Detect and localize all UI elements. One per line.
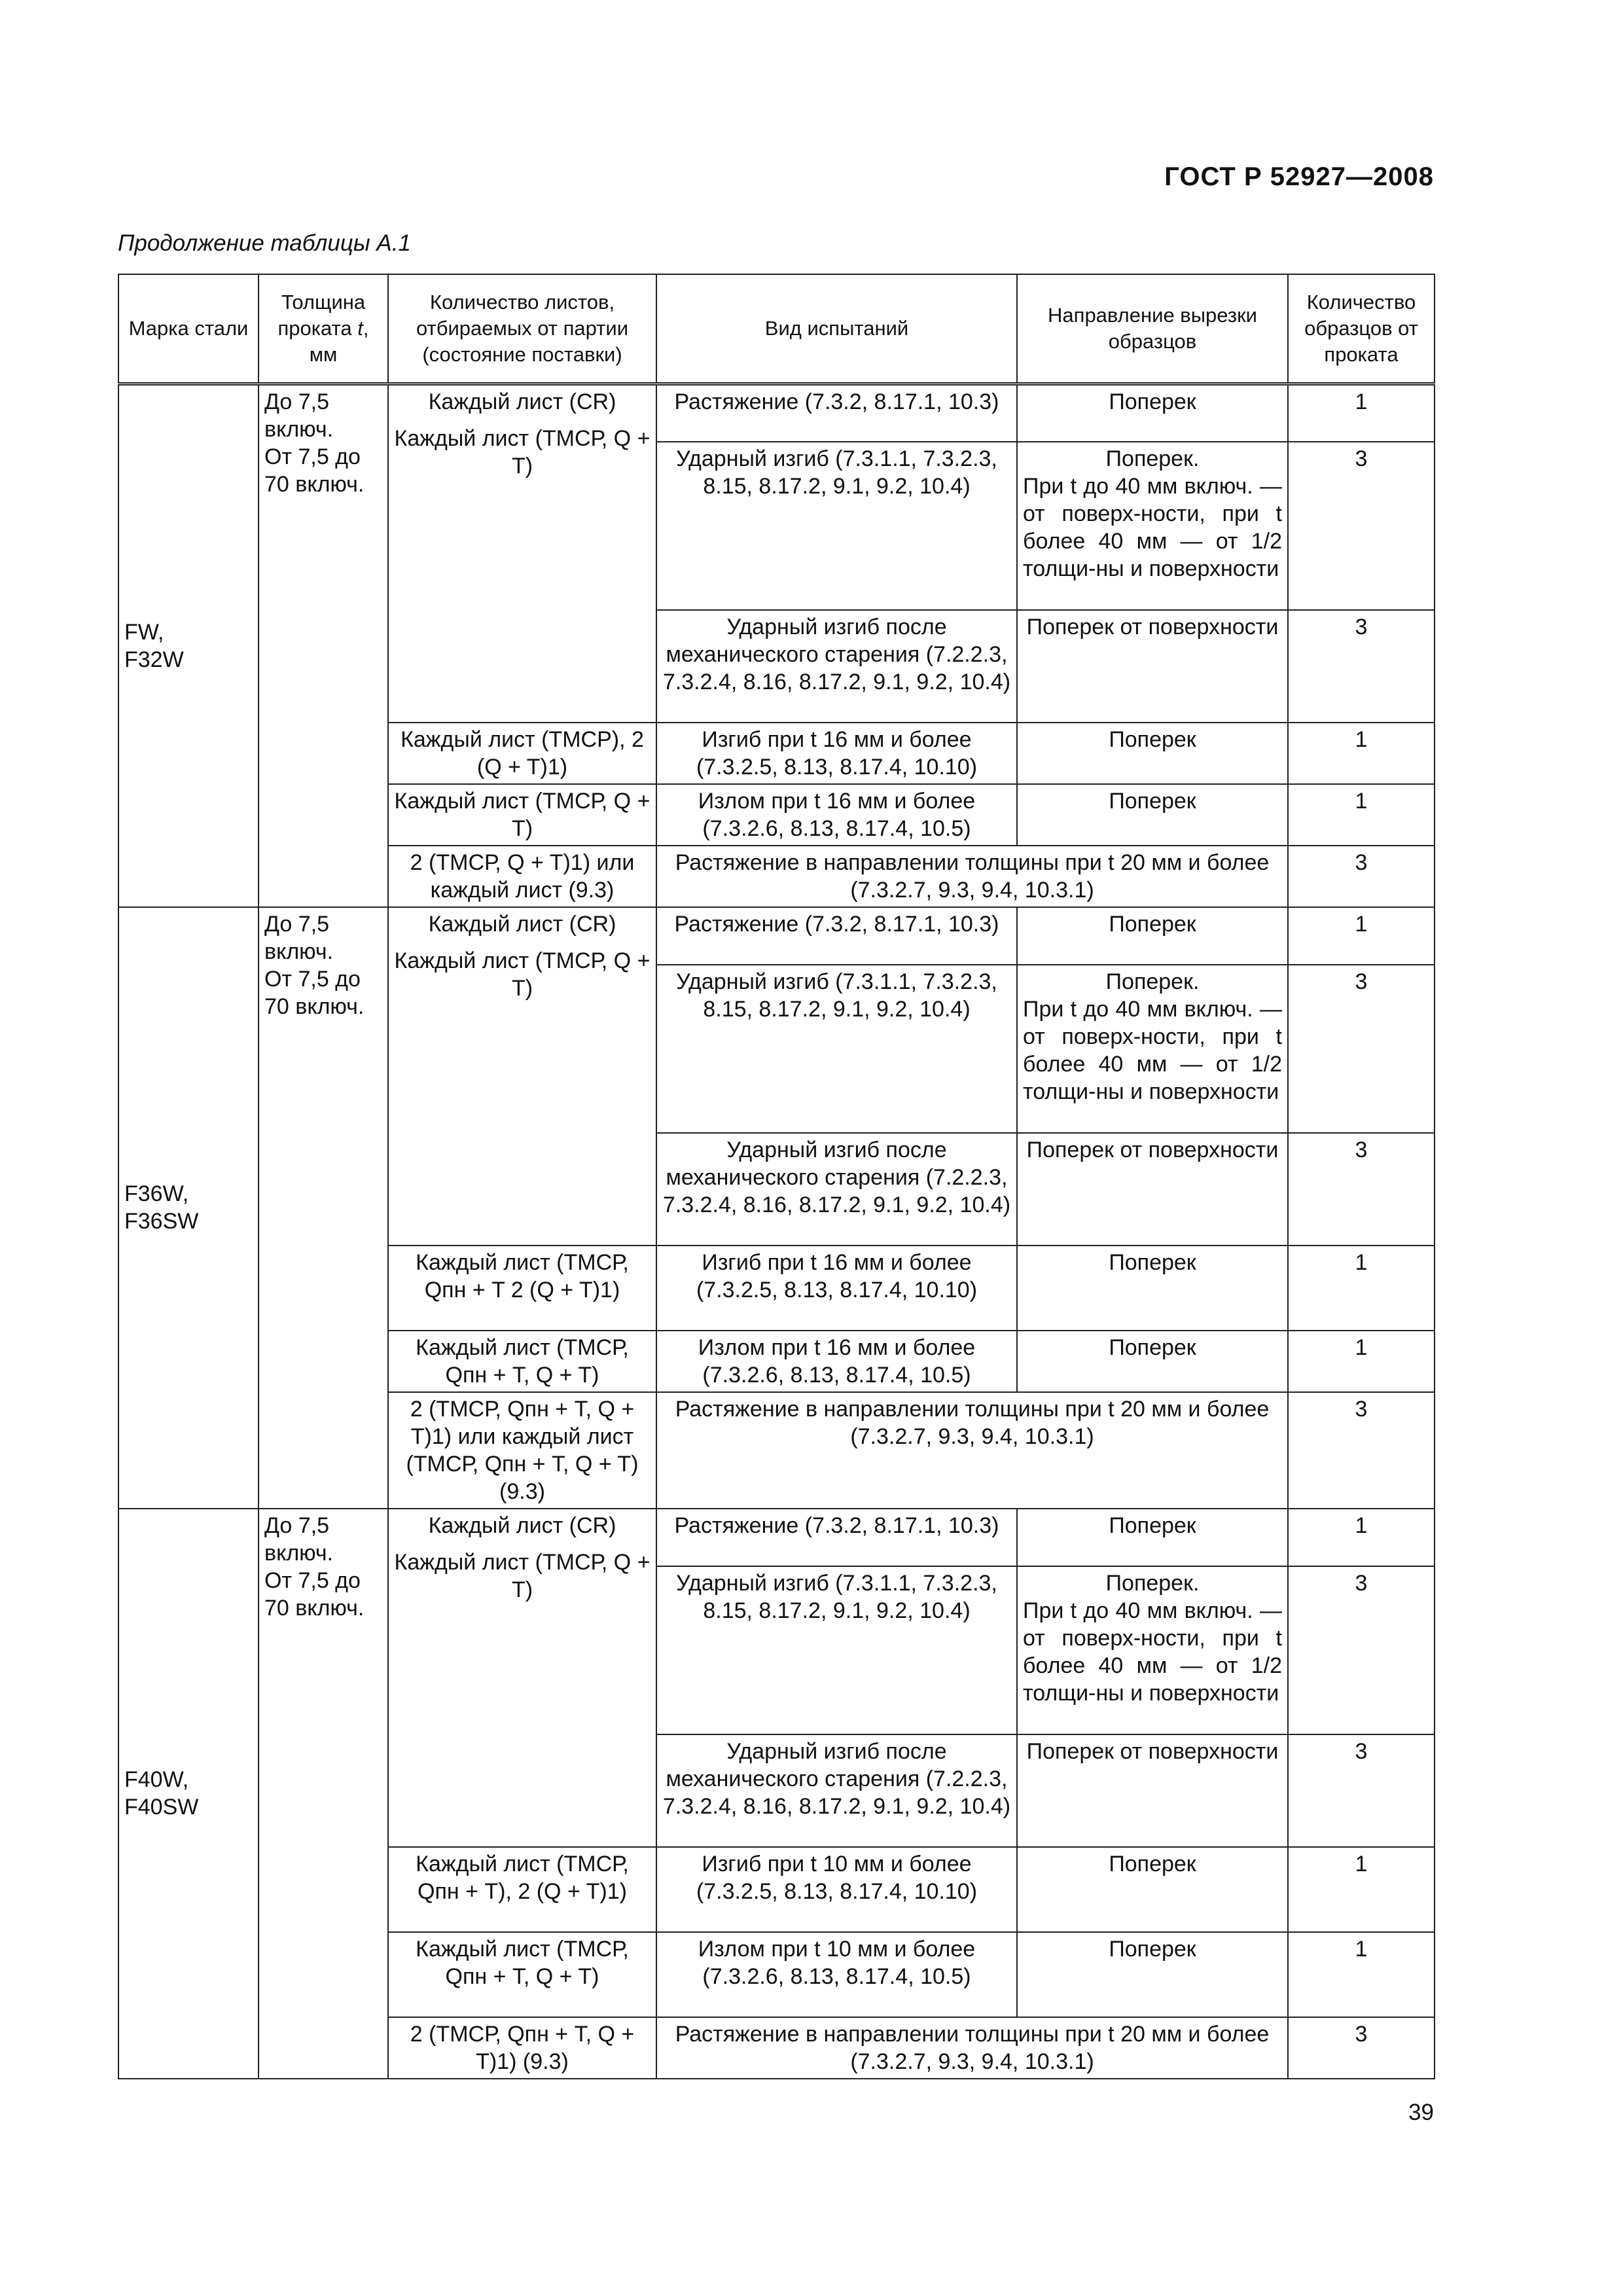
page-number: 39 <box>1408 2100 1434 2125</box>
direction-impact-note: При t до 40 мм включ. — от поверх-ности, при t более 40 мм — от 1/2 толщи-ны и поверхности <box>1023 1598 1282 1706</box>
count-through-thickness: 3 <box>1288 2017 1435 2079</box>
test-fracture: Излом при t 10 мм и более (7.3.2.6, 8.13, 8.17.4, 10.5) <box>656 1932 1017 2017</box>
test-tension: Растяжение (7.3.2, 8.17.1, 10.3) <box>656 1509 1017 1566</box>
direction-tension: Поперек <box>1017 907 1288 965</box>
thickness-from: От 7,5 до 70 включ. <box>264 1568 365 1621</box>
count-fracture: 1 <box>1288 1932 1435 2017</box>
table-row <box>118 1246 1435 1331</box>
thickness-from: От 7,5 до 70 включ. <box>264 444 365 497</box>
sheet-bend: Каждый лист (ТМСР, Qпн + T), 2 (Q + T)1) <box>388 1847 656 1932</box>
count-fracture: 1 <box>1288 784 1435 846</box>
sheet-selection <box>388 907 656 1246</box>
thickness-range <box>259 907 388 1246</box>
count-tension: 1 <box>1288 1509 1435 1566</box>
test-aged-impact: Ударный изгиб после механического старения (7.2.2.3, 7.3.2.4, 8.16, 8.17.2, 9.1, 9.2, 10.4) <box>656 1133 1017 1246</box>
count-tension: 1 <box>1288 384 1435 442</box>
test-bend: Изгиб при t 16 мм и более (7.3.2.5, 8.13, 8.17.4, 10.10) <box>656 723 1017 784</box>
direction-impact-title: Поперек. <box>1105 446 1200 471</box>
direction-fracture: Поперек <box>1017 1932 1288 2017</box>
direction-impact-title: Поперек. <box>1105 1570 1200 1596</box>
sheet-fracture: Каждый лист (ТМСР, Qпн + T, Q + T) <box>388 1331 656 1392</box>
test-tension: Растяжение (7.3.2, 8.17.1, 10.3) <box>656 907 1017 965</box>
test-impact: Ударный изгиб (7.3.1.1, 7.3.2.3, 8.15, 8.17.2, 9.1, 9.2, 10.4) <box>656 965 1017 1133</box>
direction-fracture: Поперек <box>1017 1331 1288 1392</box>
count-bend: 1 <box>1288 1246 1435 1331</box>
count-impact: 3 <box>1288 965 1435 1133</box>
test-bend: Изгиб при t 10 мм и более (7.3.2.5, 8.13, 8.17.4, 10.10) <box>656 1847 1017 1932</box>
count-fracture: 1 <box>1288 1331 1435 1392</box>
sheet-cr: Каждый лист (CR) <box>428 911 616 937</box>
table-continuation-caption: Продолжение таблицы А.1 <box>118 230 411 256</box>
direction-tension: Поперек <box>1017 384 1288 442</box>
table-row <box>118 723 1435 784</box>
test-bend: Изгиб при t 16 мм и более (7.3.2.5, 8.13, 8.17.4, 10.10) <box>656 1246 1017 1331</box>
test-tension: Растяжение (7.3.2, 8.17.1, 10.3) <box>656 384 1017 442</box>
test-impact: Ударный изгиб (7.3.1.1, 7.3.2.3, 8.15, 8.17.2, 9.1, 9.2, 10.4) <box>656 1566 1017 1734</box>
thickness-from: От 7,5 до 70 включ. <box>264 966 365 1019</box>
col-direction: Направление вырезки образцов <box>1017 274 1288 384</box>
thickness-upto: До 7,5 включ. <box>264 389 334 442</box>
direction-impact <box>1017 965 1288 1133</box>
col-thickness: Толщина проката t, мм <box>259 274 388 384</box>
table-body <box>118 384 1435 2079</box>
col-sample-count: Количество образцов от проката <box>1288 274 1435 384</box>
sheet-tmcp: Каждый лист (ТМСР, Q + T) <box>394 948 651 1001</box>
sheet-cr: Каждый лист (CR) <box>428 1513 616 1538</box>
direction-aged-impact: Поперек от поверхности <box>1017 610 1288 723</box>
sheet-through-thickness: 2 (ТМСР, Q + T)1) или каждый лист (9.3) <box>388 846 656 907</box>
direction-impact-note: При t до 40 мм включ. — от поверх-ности, при t более 40 мм — от 1/2 толщи-ны и поверхности <box>1023 473 1282 581</box>
document-standard-number: ГОСТ Р 52927—2008 <box>1164 162 1434 191</box>
test-fracture: Излом при t 16 мм и более (7.3.2.6, 8.13, 8.17.4, 10.5) <box>656 784 1017 846</box>
count-through-thickness: 3 <box>1288 1392 1435 1509</box>
test-through-thickness: Растяжение в направлении толщины при t 20 мм и более (7.3.2.7, 9.3, 9.4, 10.3.1) <box>656 846 1288 907</box>
col-sheets: Количество листов, отбираемых от партии (состояние поставки) <box>388 274 656 384</box>
steel-test-table <box>118 274 1435 2079</box>
table-header-row <box>118 274 1435 384</box>
direction-bend: Поперек <box>1017 1847 1288 1932</box>
bend-test-thickness <box>259 1246 388 1509</box>
test-through-thickness: Растяжение в направлении толщины при t 20 мм и более (7.3.2.7, 9.3, 9.4, 10.3.1) <box>656 1392 1288 1509</box>
sheet-bend: Каждый лист (ТМСР), 2 (Q + T)1) <box>388 723 656 784</box>
sheet-fracture: Каждый лист (ТМСР, Qпн + T, Q + T) <box>388 1932 656 2017</box>
thickness-upto: До 7,5 включ. <box>264 911 334 964</box>
count-bend: 1 <box>1288 1847 1435 1932</box>
count-impact: 3 <box>1288 442 1435 610</box>
direction-fracture: Поперек <box>1017 784 1288 846</box>
sheet-selection <box>388 1509 656 1847</box>
direction-impact <box>1017 1566 1288 1734</box>
steel-grade: F36W, F36SW <box>118 907 259 1509</box>
thickness-upto: До 7,5 включ. <box>264 1513 334 1566</box>
bend-test-thickness <box>259 1847 388 2079</box>
count-tension: 1 <box>1288 907 1435 965</box>
test-aged-impact: Ударный изгиб после механического старения (7.2.2.3, 7.3.2.4, 8.16, 8.17.2, 9.1, 9.2, 10.4) <box>656 1734 1017 1847</box>
sheet-tmcp: Каждый лист (ТМСР, Q + T) <box>394 1549 651 1602</box>
bend-test-thickness <box>259 723 388 907</box>
col-test-type: Вид испытаний <box>656 274 1017 384</box>
test-fracture: Излом при t 16 мм и более (7.3.2.6, 8.13, 8.17.4, 10.5) <box>656 1331 1017 1392</box>
count-aged-impact: 3 <box>1288 1734 1435 1847</box>
direction-tension: Поперек <box>1017 1509 1288 1566</box>
sheet-through-thickness: 2 (ТМСР, Qпн + T, Q + T)1) (9.3) <box>388 2017 656 2079</box>
direction-impact-title: Поперек. <box>1105 969 1200 994</box>
sheet-tmcp: Каждый лист (ТМСР, Q + T) <box>394 426 651 478</box>
direction-impact <box>1017 442 1288 610</box>
col-grade: Марка стали <box>118 274 259 384</box>
direction-aged-impact: Поперек от поверхности <box>1017 1734 1288 1847</box>
direction-aged-impact: Поперек от поверхности <box>1017 1133 1288 1246</box>
table-row <box>118 1509 1435 1566</box>
table-row <box>118 1847 1435 1932</box>
sheet-through-thickness: 2 (ТМСР, Qпн + T, Q + T)1) или каждый лист (ТМСР, Qпн + T, Q + T) (9.3) <box>388 1392 656 1509</box>
direction-bend: Поперек <box>1017 723 1288 784</box>
count-bend: 1 <box>1288 723 1435 784</box>
test-aged-impact: Ударный изгиб после механического старения (7.2.2.3, 7.3.2.4, 8.16, 8.17.2, 9.1, 9.2, 10.4) <box>656 610 1017 723</box>
thickness-range <box>259 384 388 723</box>
count-impact: 3 <box>1288 1566 1435 1734</box>
sheet-cr: Каждый лист (CR) <box>428 389 616 414</box>
table-row <box>118 907 1435 965</box>
thickness-range <box>259 1509 388 1847</box>
sheet-selection <box>388 384 656 723</box>
count-through-thickness: 3 <box>1288 846 1435 907</box>
direction-impact-note: При t до 40 мм включ. — от поверх-ности, при t более 40 мм — от 1/2 толщи-ны и поверхности <box>1023 996 1282 1104</box>
steel-grade: FW, F32W <box>118 384 259 907</box>
sheet-bend: Каждый лист (ТМСР, Qпн + T 2 (Q + T)1) <box>388 1246 656 1331</box>
sheet-fracture: Каждый лист (ТМСР, Q + T) <box>388 784 656 846</box>
steel-grade: F40W, F40SW <box>118 1509 259 2079</box>
direction-bend: Поперек <box>1017 1246 1288 1331</box>
count-aged-impact: 3 <box>1288 1133 1435 1246</box>
test-through-thickness: Растяжение в направлении толщины при t 20 мм и более (7.3.2.7, 9.3, 9.4, 10.3.1) <box>656 2017 1288 2079</box>
count-aged-impact: 3 <box>1288 610 1435 723</box>
test-impact: Ударный изгиб (7.3.1.1, 7.3.2.3, 8.15, 8.17.2, 9.1, 9.2, 10.4) <box>656 442 1017 610</box>
table-row <box>118 384 1435 442</box>
